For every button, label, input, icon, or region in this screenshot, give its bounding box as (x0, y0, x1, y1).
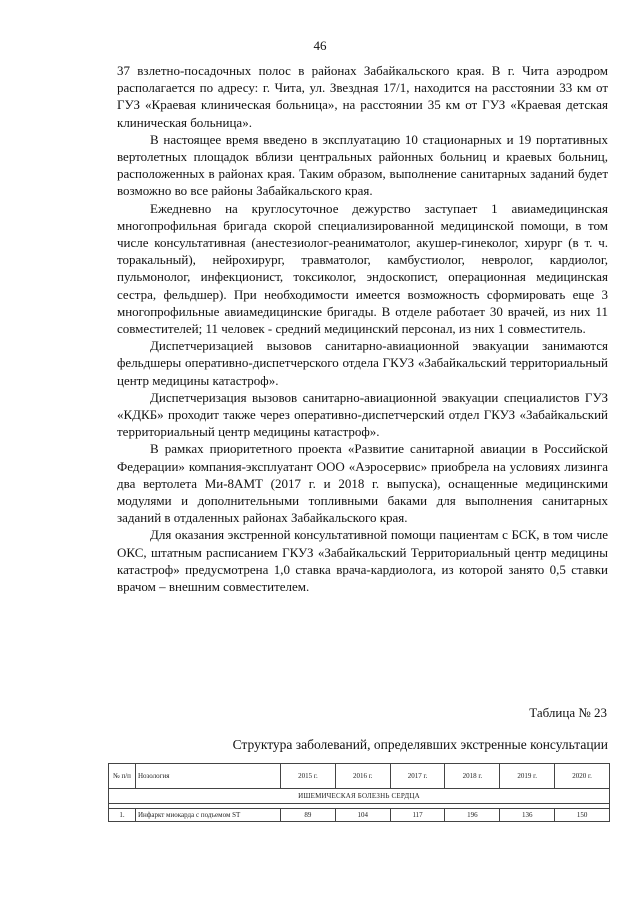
paragraph: В рамках приоритетного проекта «Развитие санитарной авиации в Российской Федерации» компания-эксплуатант ООО «Аэросервис» приобрела на условиях лизинга два вертолета Ми-8АМТ (2017 г. и 2018 г. выпуска), оснащенные медицинскими модулями и дополнительными топливными баками для выполнения санитарных заданий в отдаленных районах Забайкальского края. (117, 441, 608, 526)
paragraph: 37 взлетно-посадочных полос в районах Забайкальского края. В г. Чита аэродром располагается по адресу: г. Чита, ул. Звездная 17/1, находится на расстоянии 33 км от ГУЗ «Краевая клиническая больница», на расстоянии 35 км от ГУЗ «Краевая детская клиническая больница». (117, 63, 608, 130)
disease-structure-table (108, 763, 610, 822)
header-name: Нозология (136, 764, 281, 789)
paragraph: Для оказания экстренной консультативной помощи пациентам с БСК, в том числе ОКС, штатным расписанием ГКУЗ «Забайкальский Территориальный центр медицины катастроф» предусмотрена 1,0 ставка врача-кардиолога, из которой занято 0,5 ставки врачом – внешним совместителем. (117, 527, 608, 595)
row-value: 117 (390, 809, 445, 822)
row-value: 196 (445, 809, 500, 822)
header-year: 2017 г. (390, 764, 445, 789)
table-group-row (109, 789, 610, 804)
row-value: 104 (335, 809, 390, 822)
row-value: 89 (281, 809, 336, 822)
header-num: № п/п (109, 764, 136, 789)
table-title: Структура заболеваний, определявших экстренные консультации (232, 737, 608, 752)
document-body (117, 62, 608, 595)
paragraph: Ежедневно на круглосуточное дежурство заступает 1 авиамедицинская многопрофильная бригада скорой специализированной медицинской помощи, в том числе консультативная (анестезиолог-реаниматолог, акушер-гинеколог, хирург (в т. ч. торакальный), нейрохирург, травматолог, камбустиолог, невролог, кардиолог, пульмонолог, инфекционист, токсиколог, эндоскопист, операционная медицинская сестра, фельдшер). При необходимости имеется возможность сформировать еще 3 многопрофильные авиамедицинские бригады. В отделе работает 30 врачей, из них 11 совместителей; 11 человек - средний медицинский персонал, из них 1 совместитель. (117, 200, 608, 337)
table-number: Таблица № 23 (529, 705, 607, 720)
header-year: 2018 г. (445, 764, 500, 789)
paragraph: В настоящее время введено в эксплуатацию 10 стационарных и 19 портативных вертолетных площадок вблизи центральных районных больниц и краевых больниц, расположенных в районах края. Таким образом, выполнение санитарных заданий будет возможно во все районы Забайкальского края. (117, 131, 608, 199)
table-row (109, 809, 610, 822)
row-value: 136 (500, 809, 555, 822)
header-year: 2020 г. (555, 764, 610, 789)
row-num: 1. (109, 809, 136, 822)
paragraph: Диспетчеризация вызовов санитарно-авиационной эвакуации специалистов ГУЗ «КДКБ» проходит также через оперативно-диспетчерский отдел ГКУЗ «Забайкальский территориальный центр медицины катастроф». (117, 389, 608, 440)
table-header-row (109, 764, 610, 789)
row-value: 150 (555, 809, 610, 822)
header-year: 2015 г. (281, 764, 336, 789)
header-year: 2016 г. (335, 764, 390, 789)
header-year: 2019 г. (500, 764, 555, 789)
group-title: ИШЕМИЧЕСКАЯ БОЛЕЗНЬ СЕРДЦА (109, 789, 610, 804)
paragraph: Диспетчеризацией вызовов санитарно-авиационной эвакуации занимаются фельдшеры оперативно-диспетчерского отдела ГКУЗ «Забайкальский территориальный центр медицины катастроф». (117, 338, 608, 388)
row-name: Инфаркт миокарда с подъемом ST (136, 809, 281, 822)
page-number: 46 (313, 38, 327, 53)
